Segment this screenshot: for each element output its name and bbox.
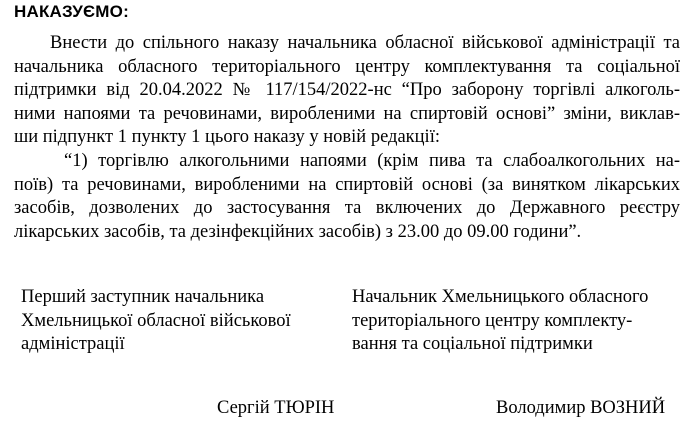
signatory-right-title [352,286,648,357]
title-line: Хмельницької обласної військової [21,310,291,331]
text-line: лікарських засобів, та дезінфекційних засобів) з 23.00 до 09.00 години”. [14,221,582,242]
text-line: ними напоями та речовинами, виробленими на спиртовій основі” зміни, виклав- [14,103,680,124]
text-line: поїв) та речовинами, виробленими на спиртовій основі (за винятком лікарських [14,174,680,195]
signatory-left-title [21,286,291,357]
paragraph-new-wording [14,150,680,244]
title-line: вання та соціальної підтримки [352,334,593,354]
title-line: адміністрації [21,334,125,354]
text-line: засобів, дозволених до застосування та включених до Державного реєстру [14,198,680,218]
text-line: Внести до спільного наказу начальника обласної військової адміністрації та [50,33,680,53]
text-line: ши підпункт 1 пункту 1 цього наказу у новій редакції: [14,127,440,147]
text-line: “1) торгівлю алкогольними напоями (крім пива та слабоалкогольних на- [64,151,680,171]
title-line: Начальник Хмельницького обласного [352,287,649,307]
text-line: начальника обласного територіального центру комплектування та соціальної [14,56,680,77]
signatory-right-name: Володимир ВОЗНИЙ [496,398,666,418]
title-line: територіального центру комплекту- [352,310,633,331]
order-heading: НАКАЗУЄМО: [14,2,129,21]
paragraph-amendment [14,32,680,150]
title-line: Перший заступник начальника [21,287,265,307]
signatory-left-name: Сергій ТЮРІН [217,398,335,418]
text-line: підтримки від 20.04.2022 № 117/154/2022-нс “Про заборону торгівлі алкоголь- [14,80,680,100]
